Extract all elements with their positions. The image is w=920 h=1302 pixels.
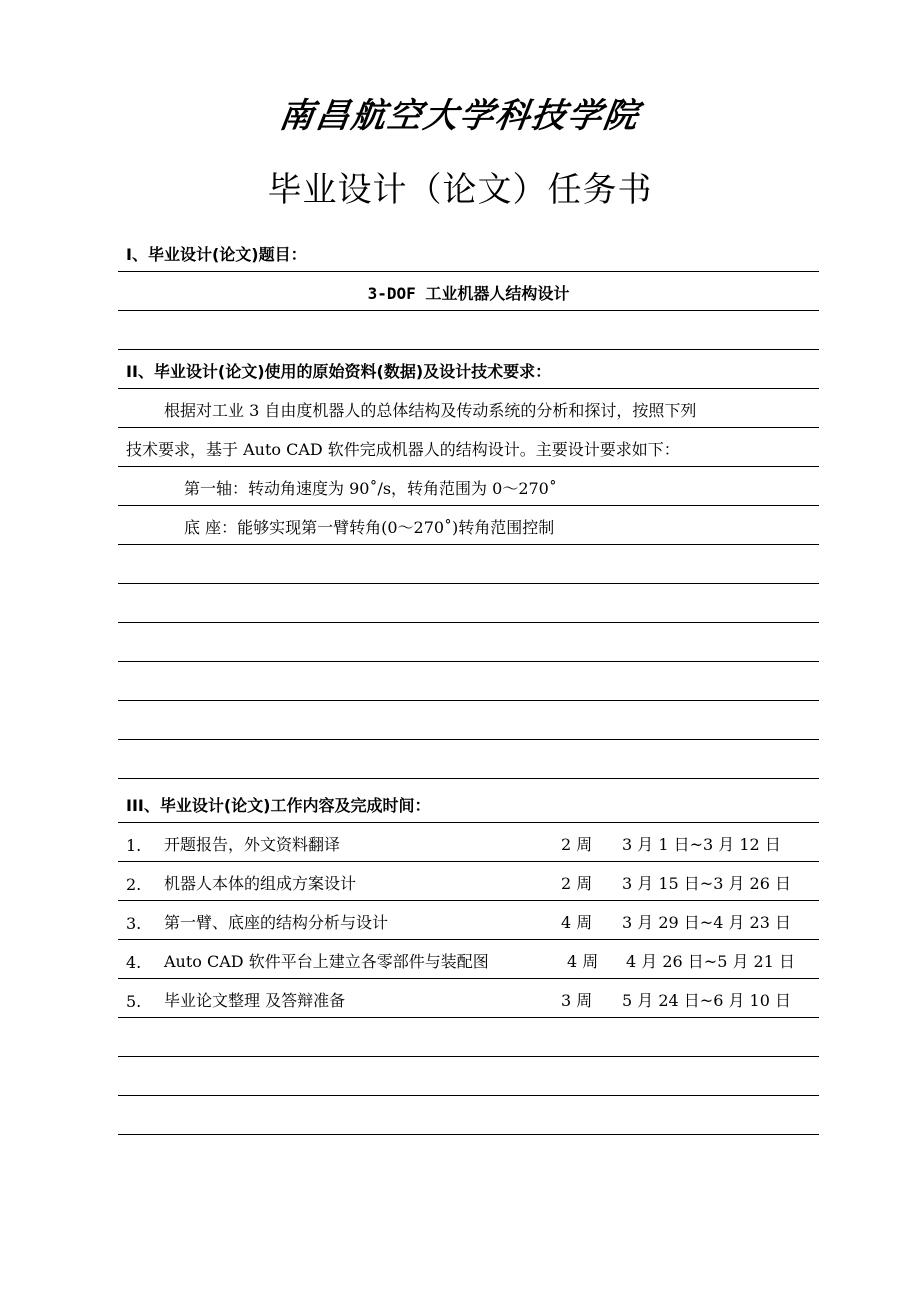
task-number: 1. xyxy=(126,836,142,855)
task-number: 2. xyxy=(126,875,142,894)
task-row xyxy=(118,979,819,1018)
blank-line xyxy=(118,1018,819,1057)
requirement-row-2 xyxy=(118,506,819,545)
task-name: 毕业论文整理 及答辩准备 xyxy=(164,991,346,1010)
task-number: 4. xyxy=(126,953,142,972)
blank-line xyxy=(118,740,819,779)
section2-label: II、毕业设计(论文)使用的原始资料(数据)及设计技术要求： xyxy=(126,362,552,381)
section1-label: I、毕业设计(论文)题目： xyxy=(126,245,307,264)
task-dates: 3 月 1 日~3 月 12 日 xyxy=(622,835,781,854)
blank-line xyxy=(118,545,819,584)
task-row xyxy=(118,862,819,901)
requirement-row-1 xyxy=(118,467,819,506)
task-weeks: 4 周 xyxy=(567,952,599,971)
task-weeks: 3 周 xyxy=(561,991,593,1010)
topic-row xyxy=(118,272,819,311)
paragraph-line-1 xyxy=(118,389,819,428)
school-name: 南昌航空大学科技学院 xyxy=(276,96,643,136)
section1-label-row xyxy=(118,233,819,272)
task-name: 机器人本体的组成方案设计 xyxy=(164,874,357,893)
task-dates: 5 月 24 日~6 月 10 日 xyxy=(622,991,792,1010)
blank-line xyxy=(118,701,819,740)
task-number: 3. xyxy=(126,914,142,933)
task-row xyxy=(118,823,819,862)
task-weeks: 4 周 xyxy=(561,913,593,932)
paragraph-text-2: 技术要求，基于 Auto CAD 软件完成机器人的结构设计。主要设计要求如下： xyxy=(126,440,680,459)
blank-line xyxy=(118,311,819,350)
section2-label-row xyxy=(118,350,819,389)
thesis-topic: 3-DOF 工业机器人结构设计 xyxy=(367,284,570,303)
task-dates: 3 月 15 日~3 月 26 日 xyxy=(622,874,792,893)
task-name: 第一臂、底座的结构分析与设计 xyxy=(164,913,389,932)
blank-line xyxy=(118,662,819,701)
requirement-base: 底 座：能够实现第一臂转角(0～270˚)转角范围控制 xyxy=(184,518,555,537)
document-title: 毕业设计（论文）任务书 xyxy=(267,170,653,210)
task-dates: 4 月 26 日~5 月 21 日 xyxy=(626,952,796,971)
task-name: Auto CAD 软件平台上建立各零部件与装配图 xyxy=(164,952,489,971)
task-row xyxy=(118,901,819,940)
task-weeks: 2 周 xyxy=(561,874,593,893)
task-name: 开题报告，外文资料翻译 xyxy=(164,835,341,854)
blank-line xyxy=(118,584,819,623)
blank-line xyxy=(118,623,819,662)
task-number: 5. xyxy=(126,992,142,1011)
blank-line xyxy=(118,1096,819,1135)
task-dates: 3 月 29 日~4 月 23 日 xyxy=(622,913,792,932)
requirement-first-axis: 第一轴：转动角速度为 90˚/s，转角范围为 0～270˚ xyxy=(184,479,557,498)
section3-label-row xyxy=(118,784,819,823)
paragraph-line-2 xyxy=(118,428,819,467)
task-row xyxy=(118,940,819,979)
section3-label: III、毕业设计(论文)工作内容及完成时间： xyxy=(126,796,431,815)
paragraph-text-1: 根据对工业 3 自由度机器人的总体结构及传动系统的分析和探讨，按照下列 xyxy=(164,401,697,420)
blank-line xyxy=(118,1057,819,1096)
task-weeks: 2 周 xyxy=(561,835,593,854)
